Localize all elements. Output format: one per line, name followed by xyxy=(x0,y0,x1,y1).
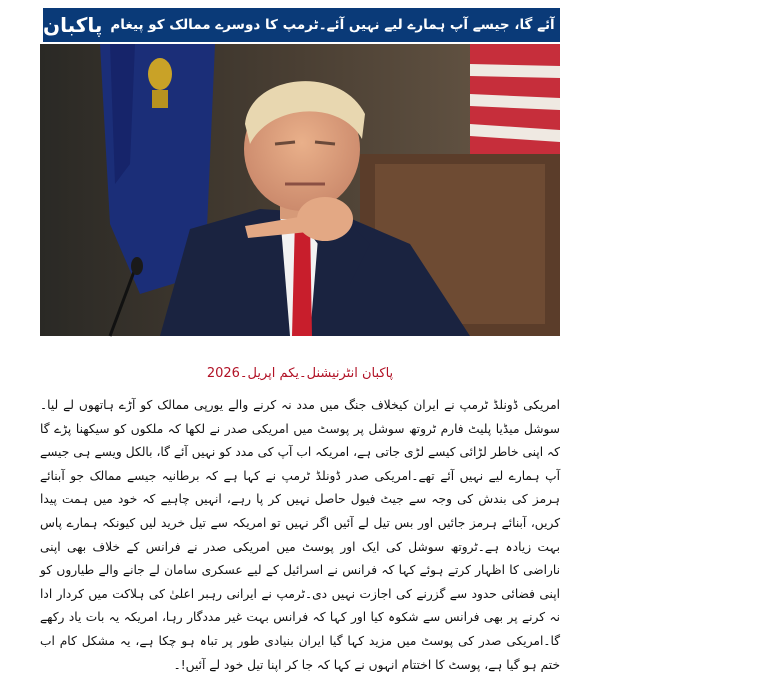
article-body: امریکی ڈونلڈ ٹرمپ نے ایران کیخلاف جنگ میں مدد نہ کرنے والے یورپی ممالک کو آڑے ہاتھوں لے لیا۔سوشل میڈیا پلیٹ فارم ٹروتھ سوشل پر پوسٹ میں امریکی صدر نے لکھا کہ ملکوں کو سیکھنا پڑے گا کہ اپنی خاطر لڑائی کیسے لڑی جاتی ہے، امریکہ اب آپ کی مدد کو نہیں آئے گا، بالکل ویسے ہی جیسے آپ ہمارے لیے نہیں آئے تھے۔امریکی صدر ڈونلڈ ٹرمپ نے کہا ہے کہ برطانیہ جیسے ممالک جو آبنائے ہرمز کی بندش کی وجہ سے جیٹ فیول حاصل نہیں کر پا رہے، انہیں چاہیے کہ خود میں ہمت پیدا کریں، آبنائے ہرمز جائیں اور بس تیل لے آئیں اگر نہیں تو امریکہ سے تیل خرید لیں کیونکہ ہمارے پاس بہت زیادہ ہے۔ٹروتھ سوشل کی ایک اور پوسٹ میں امریکی صدر نے فرانس کے خلاف بھی اپنی ناراضی کا اظہار کرتے ہوئے کہا کہ فرانس نے اسرائیل کے لیے عسکری سامان لے جانے والے طیاروں کو اپنی فضائی حدود سے گزرنے کی اجازت نہیں دی۔ٹرمپ نے ایرانی رہبر اعلیٰ کی ہلاکت میں کردار ادا نہ کرنے پر بھی فرانس سے شکوہ کیا اور کہا کہ فرانس بہت غیر مددگار رہا، امریکہ یہ بات یاد رکھے گا۔امریکی صدر کی پوسٹ میں مزید کہا گیا ایران بنیادی طور پر تباہ ہو چکا ہے، یہ مشکل کام اب ختم ہو گیا ہے، پوسٹ کا اختتام انہوں نے کہا کہ جا کر اپنا تیل خود لے آئیں!۔ xyxy=(40,398,560,672)
news-photo xyxy=(40,44,560,336)
headline: امریکہ اب آپ کی مدد کو نہیں آئے گا، جیسے آپ ہمارے لیے نہیں آئے۔ٹرمپ کا دوسرے ممالک کو پیغام xyxy=(110,17,758,33)
person-pointing-photo-icon xyxy=(40,44,560,336)
dateline: پاکبان انٹرنیشنل۔یکم اپریل۔2026 xyxy=(206,366,394,381)
brand-logo[interactable]: پاکبان xyxy=(40,8,102,42)
header-bar xyxy=(40,8,758,42)
